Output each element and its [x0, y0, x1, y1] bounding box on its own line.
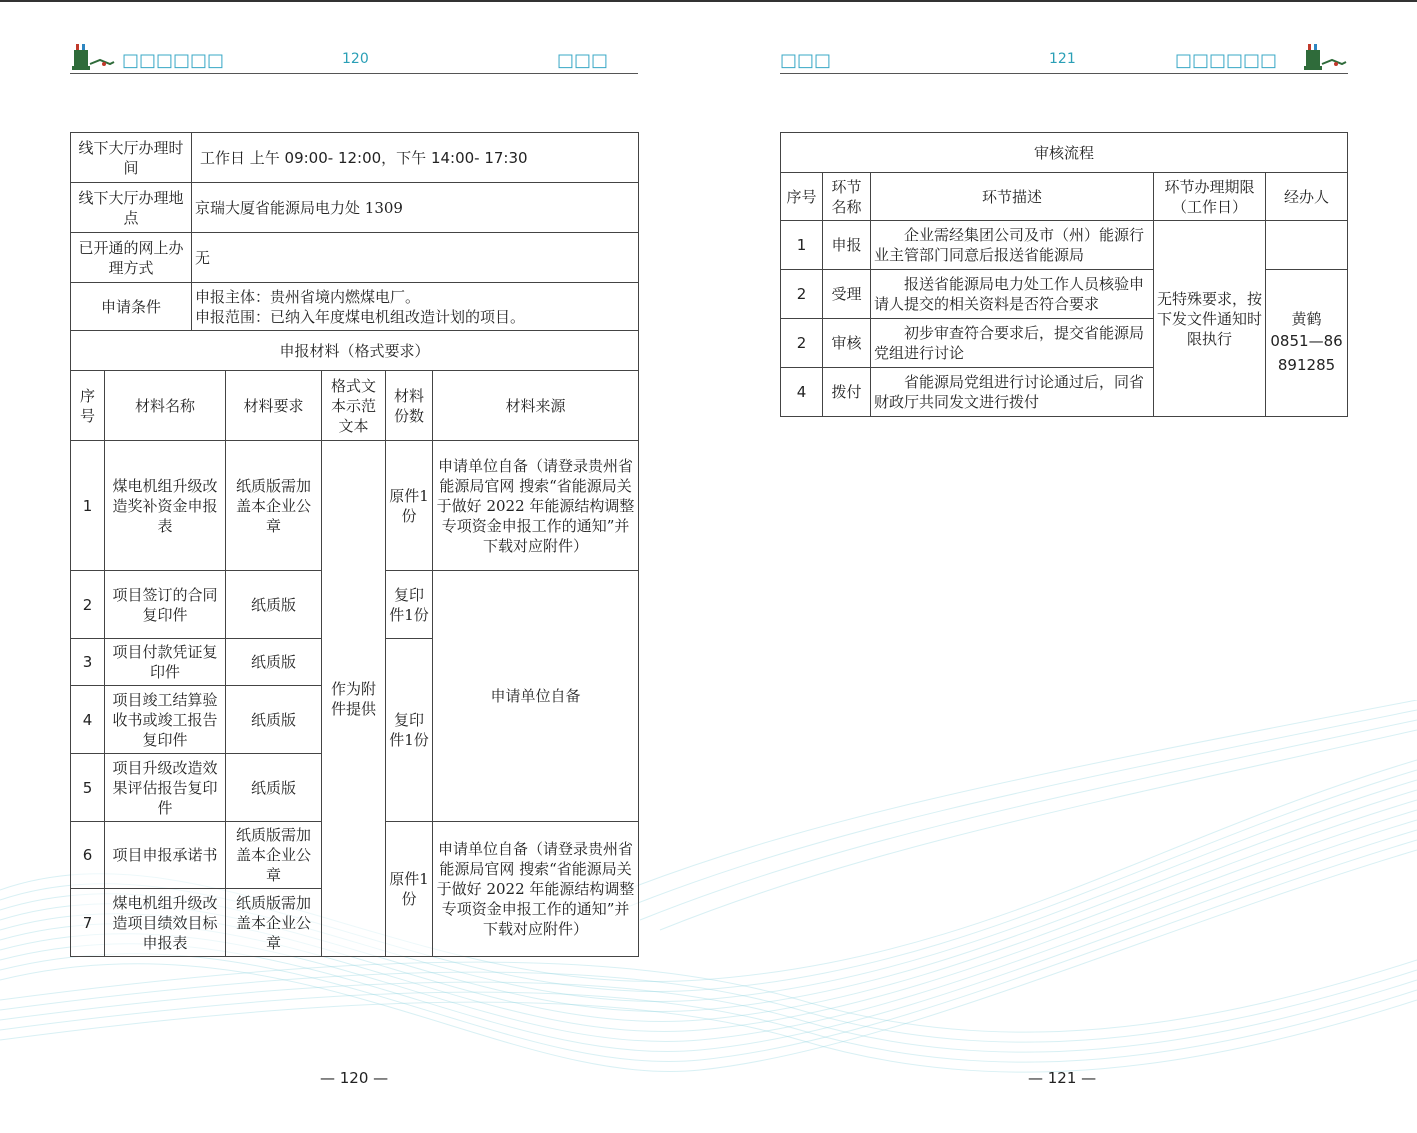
materials-header-row — [71, 371, 639, 441]
step-name: 申报 — [823, 221, 871, 270]
column-header: 序号 — [71, 371, 105, 441]
applicant-scope: 申报主体：贵州省境内燃煤电厂。 — [195, 287, 421, 306]
step-number: 4 — [781, 368, 823, 417]
column-header: 经办人 — [1266, 173, 1348, 221]
material-source: 申请单位自备（请登录贵州省能源局官网 搜索“省能源局关于做好 2022 年能源结构调整专项资金申报工作的通知”并下载对应附件） — [433, 441, 639, 571]
process-title-row — [781, 133, 1348, 173]
info-label: 线下大厅办理地点 — [71, 183, 192, 233]
table-row — [781, 221, 1348, 270]
material-name: 煤电机组升级改造项目绩效目标申报表 — [105, 889, 226, 957]
row-number: 2 — [71, 571, 105, 639]
column-header: 材料来源 — [433, 371, 639, 441]
column-header: 环节办理期限（工作日） — [1154, 173, 1266, 221]
right-page-footer: — 121 — — [1028, 1069, 1097, 1087]
logo-icon — [1302, 42, 1348, 74]
material-requirement: 纸质版需加盖本企业公章 — [226, 822, 322, 889]
material-source: 申请单位自备（请登录贵州省能源局官网 搜索“省能源局关于做好 2022 年能源结构调整专项资金申报工作的通知”并下载对应附件） — [433, 822, 639, 957]
left-header-section: □□□ — [557, 50, 609, 71]
row-number: 6 — [71, 822, 105, 889]
material-name: 煤电机组升级改造奖补资金申报表 — [105, 441, 226, 571]
column-header: 格式文本示范文本 — [322, 371, 386, 441]
row-number: 5 — [71, 754, 105, 822]
info-label: 已开通的网上办理方式 — [71, 233, 192, 283]
handler-name: 黄鹤 — [1291, 310, 1322, 328]
step-name: 受理 — [823, 270, 871, 319]
review-process-table — [780, 132, 1348, 417]
material-copies: 复印件1份 — [386, 639, 433, 822]
info-value: 工作日 上午 09:00- 12:00，下午 14:00- 17:30 — [192, 133, 639, 183]
material-name: 项目竣工结算验收书或竣工报告复印件 — [105, 686, 226, 754]
row-number: 7 — [71, 889, 105, 957]
column-header: 材料要求 — [226, 371, 322, 441]
column-header: 环节描述 — [871, 173, 1154, 221]
step-number: 1 — [781, 221, 823, 270]
material-name: 项目签订的合同复印件 — [105, 571, 226, 639]
info-row — [71, 133, 639, 183]
top-border — [0, 0, 1417, 2]
info-row — [71, 283, 639, 331]
step-name: 拨付 — [823, 368, 871, 417]
material-requirement: 纸质版 — [226, 686, 322, 754]
material-copies: 原件1份 — [386, 822, 433, 957]
material-name: 项目升级改造效果评估报告复印件 — [105, 754, 226, 822]
material-copies: 复印件1份 — [386, 571, 433, 639]
row-number: 1 — [71, 441, 105, 571]
info-value: 无 — [192, 233, 639, 283]
step-number: 2 — [781, 270, 823, 319]
project-scope: 申报范围：已纳入年度煤电机组改造计划的项目。 — [195, 307, 526, 326]
material-name: 项目付款凭证复印件 — [105, 639, 226, 686]
material-requirement: 纸质版 — [226, 571, 322, 639]
step-handler-empty — [1266, 221, 1348, 270]
right-header-page-number: 121 — [1049, 51, 1076, 67]
process-title: 审核流程 — [781, 133, 1348, 173]
info-label: 申请条件 — [71, 283, 192, 331]
material-requirement: 纸质版需加盖本企业公章 — [226, 889, 322, 957]
material-requirement: 纸质版 — [226, 754, 322, 822]
row-number: 3 — [71, 639, 105, 686]
materials-title: 申报材料（格式要求） — [71, 331, 639, 371]
left-page-footer: — 120 — — [320, 1069, 389, 1087]
column-header: 序号 — [781, 173, 823, 221]
table-row — [71, 441, 639, 571]
info-value: 京瑞大厦省能源局电力处 1309 — [192, 183, 639, 233]
info-row — [71, 183, 639, 233]
material-name: 项目申报承诺书 — [105, 822, 226, 889]
logo-icon — [70, 42, 116, 74]
material-source: 申请单位自备 — [433, 571, 639, 822]
right-header-title: □□□□□□ — [1175, 50, 1278, 71]
step-description: 企业需经集团公司及市（州）能源行业主管部门同意后报送省能源局 — [871, 221, 1154, 270]
materials-title-row — [71, 331, 639, 371]
step-description: 报送省能源局电力处工作人员核验申请人提交的相关资料是否符合要求 — [871, 270, 1154, 319]
materials-table — [70, 330, 639, 957]
step-name: 审核 — [823, 319, 871, 368]
left-header-rule — [70, 73, 638, 74]
material-requirement: 纸质版 — [226, 639, 322, 686]
column-header: 环节名称 — [823, 173, 871, 221]
handler-phone: 0851—86891285 — [1270, 332, 1343, 374]
material-requirement: 纸质版需加盖本企业公章 — [226, 441, 322, 571]
info-label: 线下大厅办理时间 — [71, 133, 192, 183]
row-number: 4 — [71, 686, 105, 754]
info-row — [71, 233, 639, 283]
column-header: 材料名称 — [105, 371, 226, 441]
office-info-table — [70, 132, 639, 331]
format-template: 作为附件提供 — [322, 441, 386, 957]
step-handler — [1266, 270, 1348, 417]
process-header-row — [781, 173, 1348, 221]
column-header: 材料份数 — [386, 371, 433, 441]
step-description: 初步审查符合要求后，提交省能源局党组进行讨论 — [871, 319, 1154, 368]
left-header-title: □□□□□□ — [122, 50, 225, 71]
right-header-section: □□□ — [780, 50, 832, 71]
left-header-page-number: 120 — [342, 51, 369, 67]
material-copies: 原件1份 — [386, 441, 433, 571]
step-number: 2 — [781, 319, 823, 368]
step-deadline: 无特殊要求，按下发文件通知时限执行 — [1154, 221, 1266, 417]
step-description: 省能源局党组进行讨论通过后，同省财政厅共同发文进行拨付 — [871, 368, 1154, 417]
info-value — [192, 283, 639, 331]
right-header-rule — [780, 73, 1348, 74]
